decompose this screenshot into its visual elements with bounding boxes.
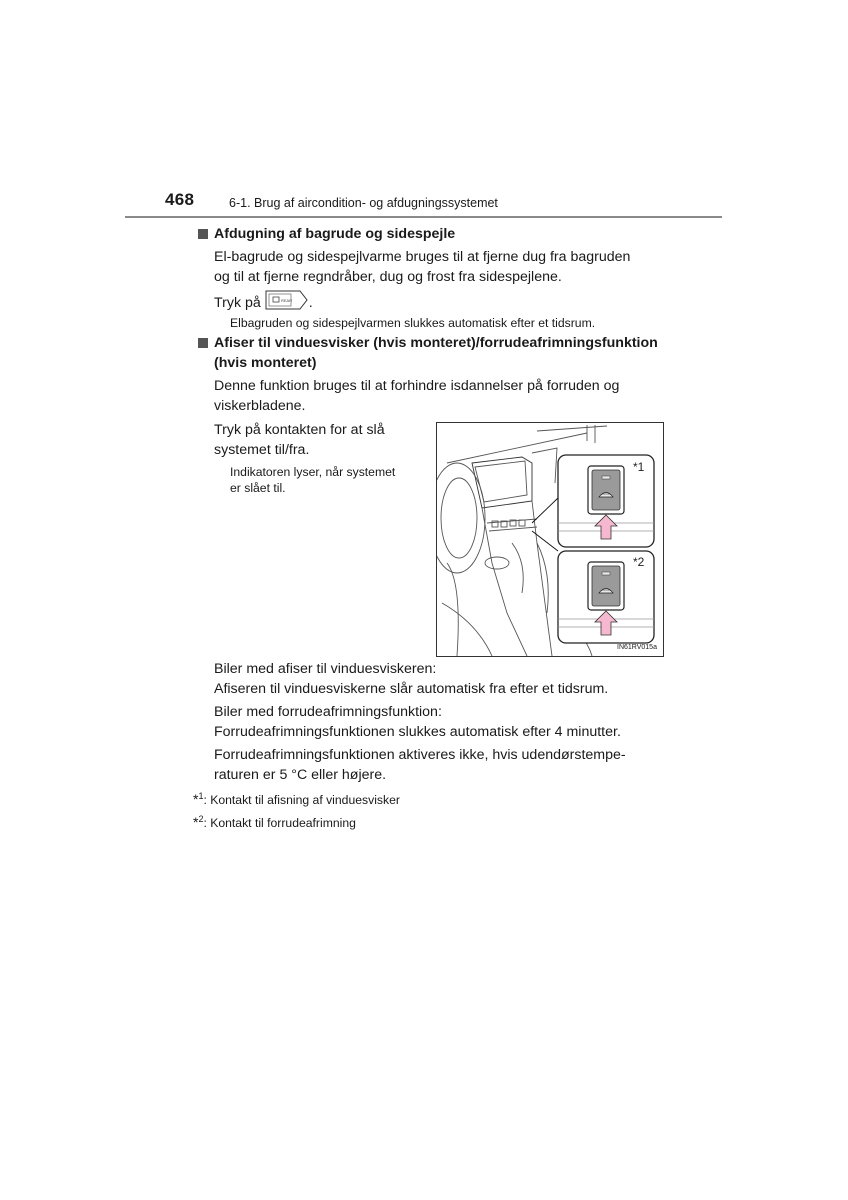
callout-label-1: *1 xyxy=(633,460,645,474)
section2-heading-line2: (hvis monteret) xyxy=(214,355,317,371)
section1-note: Elbagruden og sidespejlvarmen slukkes automatisk efter et tidsrum. xyxy=(230,316,596,330)
paragraph1-line2: Afiseren til vinduesviskerne slår automatisk fra efter et tidsrum. xyxy=(214,681,609,697)
indicator-note-line1: Indikatoren lyser, når systemet xyxy=(230,465,396,479)
heading-bullet-icon xyxy=(198,229,208,239)
section2-body-line1: Denne funktion bruges til at forhindre isdannelser på forruden og xyxy=(214,378,620,394)
figure-code: IN61RV015a xyxy=(617,644,657,651)
press-suffix: . xyxy=(308,294,313,311)
dashboard-drawing xyxy=(437,423,663,656)
section1-heading: Afdugning af bagrude og sidespejle xyxy=(214,226,456,242)
header-rule xyxy=(125,216,722,218)
chapter-title: 6-1. Brug af aircondition- og afdugningssystemet xyxy=(229,196,498,210)
paragraph2-line1: Biler med forrudeafrimningsfunktion: xyxy=(214,704,442,720)
rear-defogger-button-icon xyxy=(265,290,309,316)
section2-body-line2: viskerbladene. xyxy=(214,398,306,414)
callout-label-2: *2 xyxy=(633,555,645,569)
section1-body-line2: og til at fjerne regndråber, dug og frost fra sidespejlene. xyxy=(214,269,562,285)
dashboard-illustration xyxy=(436,422,664,657)
press-instruction-line2: systemet til/fra. xyxy=(214,442,310,458)
section1-body-line1: El-bagrude og sidespejlvarme bruges til at fjerne dug fra bagruden xyxy=(214,249,631,265)
rear-button-label: REAR xyxy=(280,298,292,303)
paragraph3-line2: raturen er 5 °C eller højere. xyxy=(214,767,387,783)
footnote-1: *$^1$: Kontakt til afisning af vinduesvisker xyxy=(193,791,400,808)
section1-press-instruction xyxy=(214,290,313,316)
indicator-note-line2: er slået til. xyxy=(230,481,286,495)
press-prefix: Tryk på xyxy=(214,294,261,311)
paragraph1-line1: Biler med afiser til vinduesviskeren: xyxy=(214,661,437,677)
paragraph2-line2: Forrudeafrimningsfunktionen slukkes automatisk efter 4 minutter. xyxy=(214,724,621,740)
paragraph3-line1: Forrudeafrimningsfunktionen aktiveres ikke, hvis udendørstempe- xyxy=(214,747,626,763)
page-number: 468 xyxy=(165,190,195,209)
section2-heading-line1: Afiser til vinduesvisker (hvis monteret)/forrudeafrimningsfunktion xyxy=(214,335,658,351)
footnote-2: *$^2$: Kontakt til forrudeafrimning xyxy=(193,814,356,831)
heading-bullet-icon xyxy=(198,338,208,348)
press-instruction-line1: Tryk på kontakten for at slå xyxy=(214,422,385,438)
